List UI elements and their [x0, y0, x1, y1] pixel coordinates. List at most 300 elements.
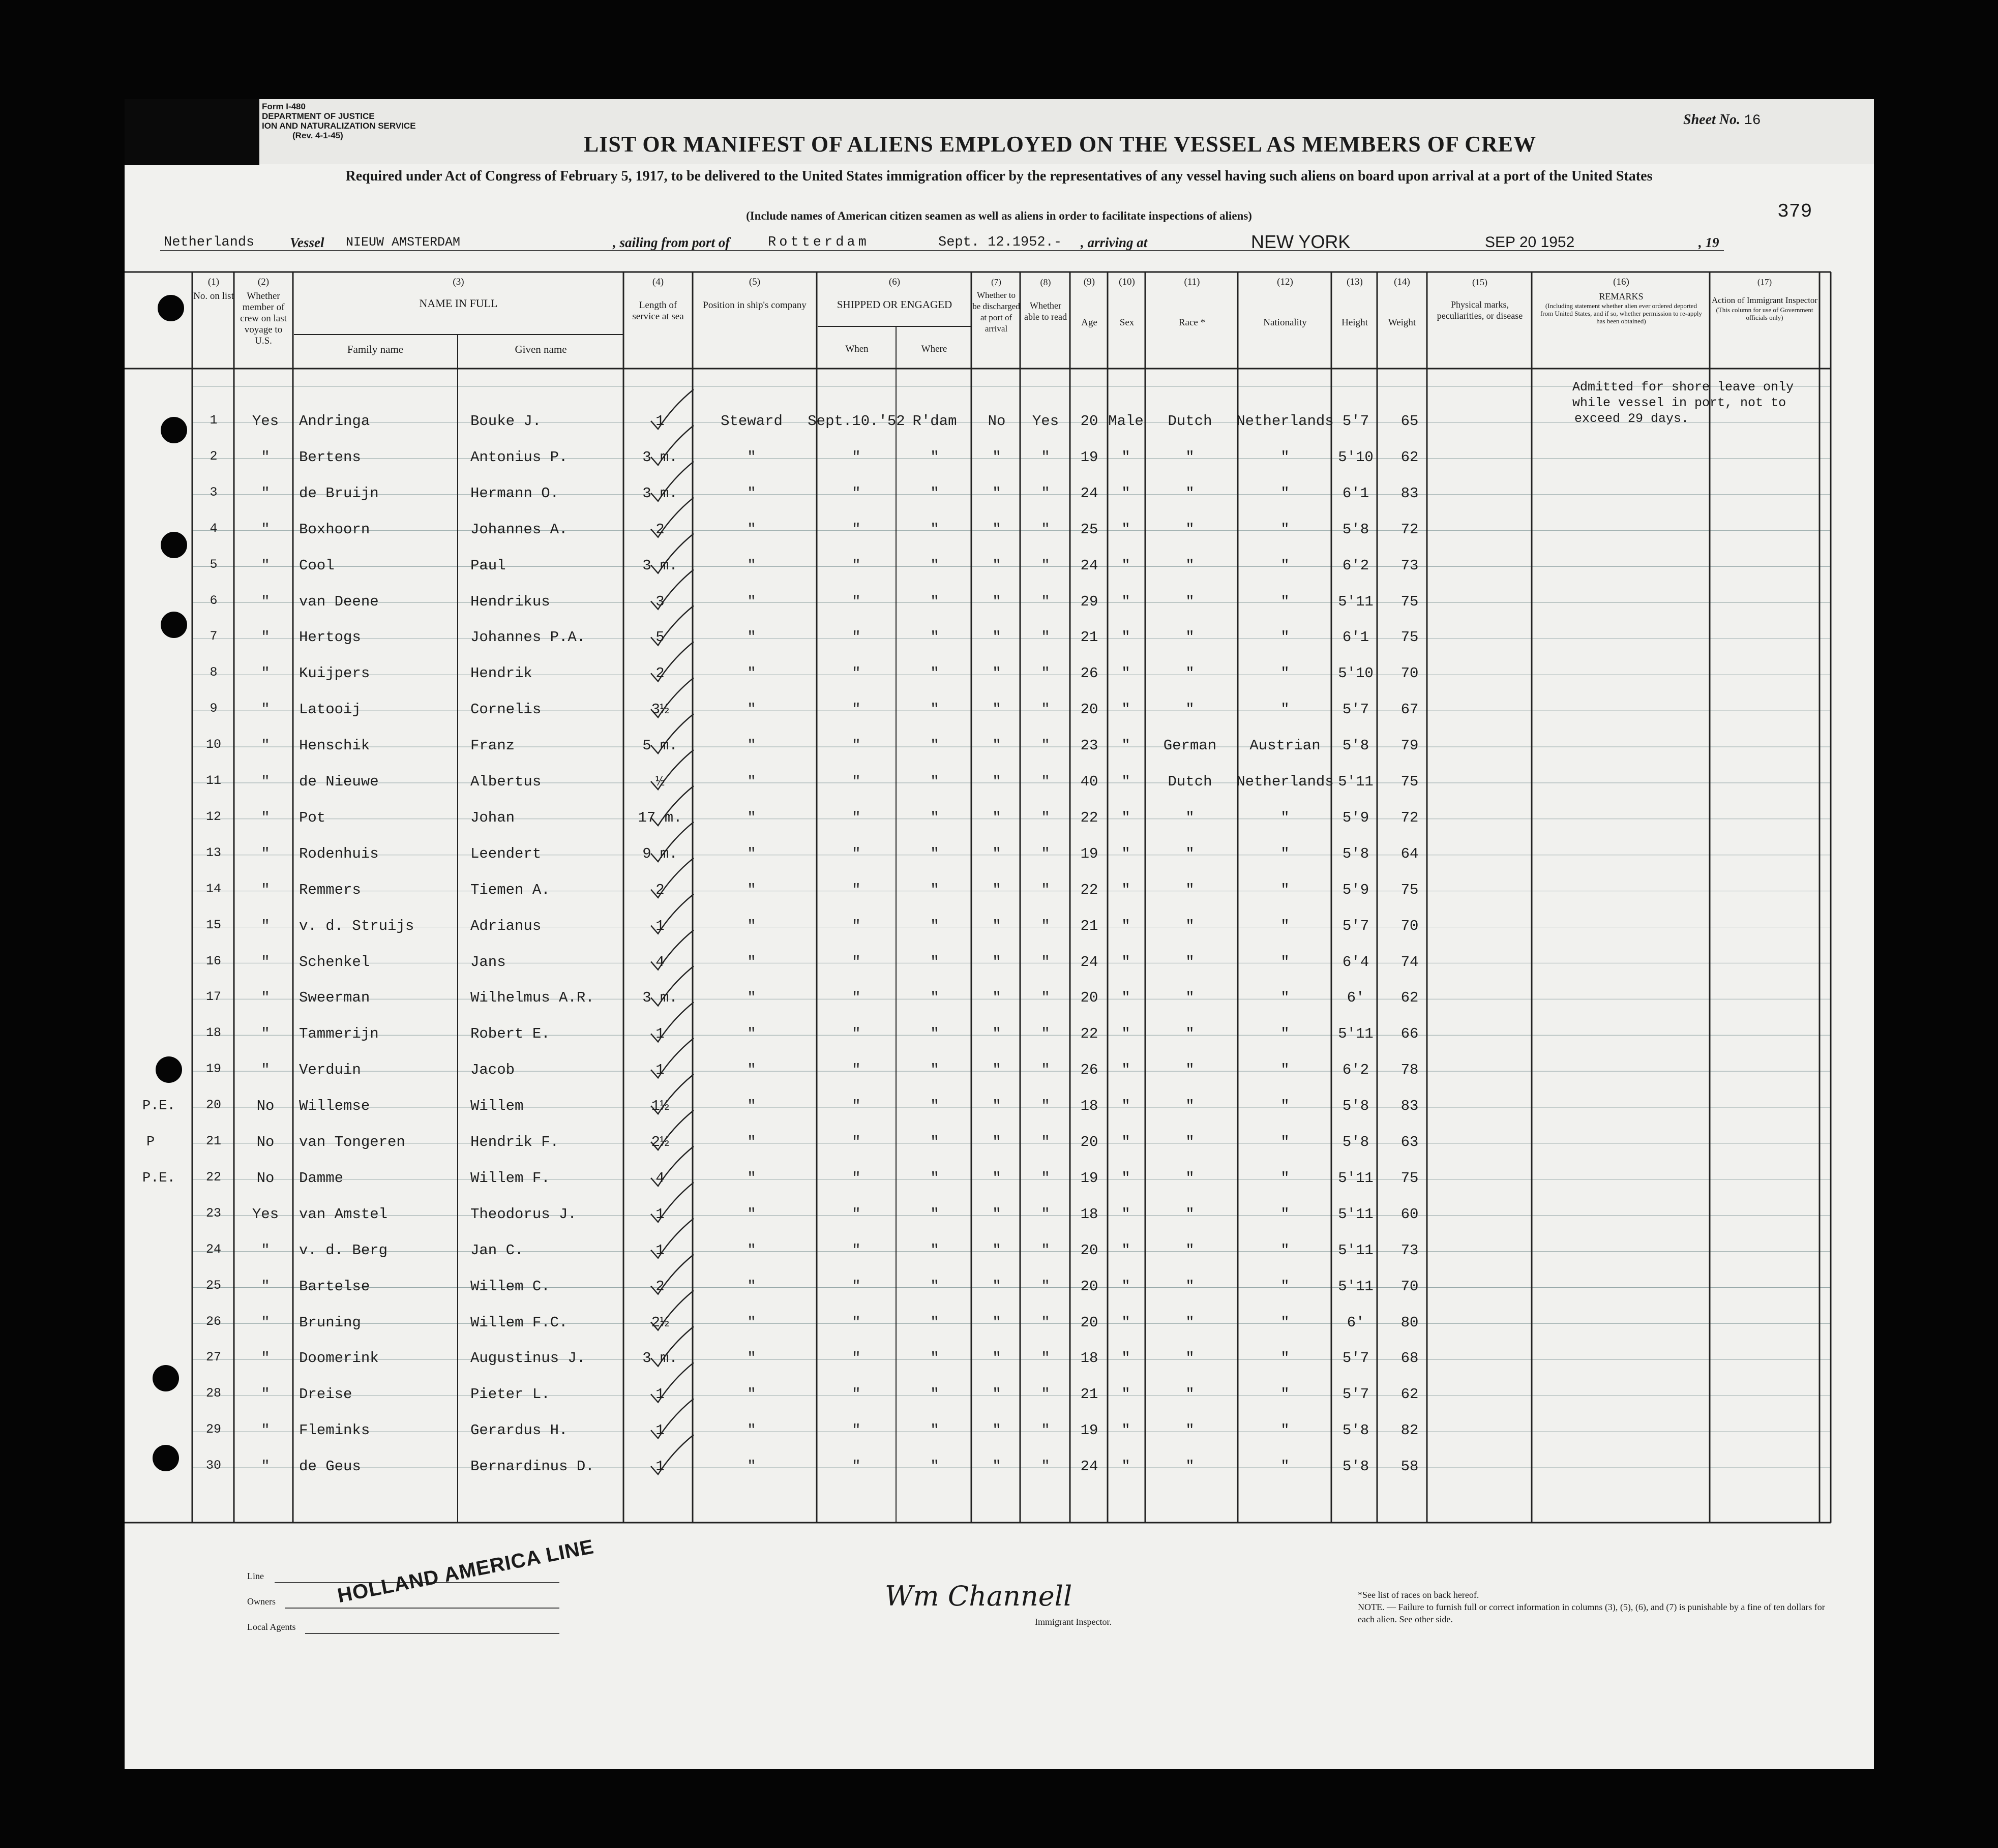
cell-when: "	[852, 953, 861, 971]
cell-family: Damme	[299, 1169, 344, 1187]
cell-disch: "	[992, 629, 1001, 646]
cell-weight: 70	[1400, 665, 1419, 682]
cell-read: "	[1041, 1098, 1050, 1115]
cell-weight: 66	[1400, 1025, 1419, 1043]
cell-service: 9 m.	[642, 845, 678, 862]
cell-height: 5'8	[1342, 1422, 1369, 1439]
cell-no: 27	[205, 1350, 221, 1365]
cell-weight: 67	[1400, 701, 1419, 718]
cell-last: "	[261, 917, 270, 934]
cell-height: 6'1	[1342, 484, 1369, 502]
cell-weight: 78	[1400, 1062, 1419, 1079]
cell-height: 5'7	[1342, 413, 1369, 430]
cell-family: Dreise	[299, 1386, 352, 1403]
cell-family: Willemse	[299, 1098, 370, 1115]
cell-no: 19	[205, 1062, 221, 1077]
cell-nat: "	[1280, 1062, 1290, 1079]
col3-header	[294, 277, 623, 309]
cell-read: "	[1041, 629, 1050, 646]
cell-read: "	[1041, 989, 1050, 1007]
cell-service: 4	[655, 1169, 665, 1187]
cell-sex: "	[1121, 1422, 1130, 1439]
cell-disch: "	[992, 1025, 1001, 1043]
cell-nat: "	[1280, 521, 1290, 538]
cell-no: 10	[205, 737, 221, 752]
cell-weight: 65	[1400, 413, 1419, 430]
cell-position: "	[747, 1205, 756, 1223]
cell-when: "	[852, 701, 861, 718]
cell-nat: "	[1280, 593, 1290, 610]
cell-last: "	[261, 1386, 270, 1403]
cell-read: "	[1041, 1458, 1050, 1475]
cell-service: 5	[655, 629, 665, 646]
cell-position: "	[747, 1062, 756, 1079]
include-note: (Include names of American citizen seamen as well as aliens in order to facilitate inspections of aliens)	[746, 209, 1252, 222]
remarks-line: while vessel in port, not to	[1572, 396, 1786, 410]
cell-last: No	[256, 1098, 275, 1115]
cell-disch: "	[992, 448, 1001, 466]
vessel-name: NIEUW AMSTERDAM	[346, 235, 461, 250]
cell-service: 3 m.	[642, 557, 678, 574]
cell-where: "	[930, 881, 939, 898]
cell-sex: "	[1121, 1134, 1130, 1150]
footer-note	[1358, 1589, 1826, 1625]
cell-nat: "	[1280, 1169, 1290, 1187]
cell-sex: "	[1121, 521, 1130, 538]
cell-race: "	[1185, 1314, 1195, 1331]
col3-num: (3)	[453, 277, 464, 287]
cell-read: "	[1041, 1241, 1050, 1259]
cell-given: Jan C.	[470, 1241, 524, 1259]
cell-sex: "	[1121, 845, 1130, 862]
cell-age: 21	[1080, 1386, 1098, 1403]
cell-disch: "	[992, 737, 1001, 754]
cell-position: "	[747, 557, 756, 574]
cell-position: "	[747, 845, 756, 862]
cell-given: Robert E.	[470, 1025, 550, 1043]
cell-no: 22	[205, 1169, 221, 1185]
col10-num: (10)	[1119, 277, 1135, 287]
cell-nat: "	[1280, 557, 1290, 574]
cell-weight: 70	[1400, 917, 1419, 934]
cell-read: "	[1041, 1205, 1050, 1223]
cell-sex: "	[1121, 1205, 1130, 1223]
cell-sex: "	[1121, 448, 1130, 466]
port-value: Rotterdam	[768, 235, 870, 250]
cell-disch: "	[992, 521, 1001, 538]
cell-read: "	[1041, 1025, 1050, 1043]
cell-height: 5'11	[1338, 1205, 1374, 1223]
cell-weight: 73	[1400, 1241, 1419, 1259]
cell-race: "	[1185, 1169, 1195, 1187]
cell-family: Schenkel	[299, 953, 370, 971]
cell-read: "	[1041, 484, 1050, 502]
vessel-label: Vessel	[290, 235, 324, 250]
arrival-date: SEP 20 1952	[1485, 234, 1575, 251]
cell-disch: "	[992, 1458, 1001, 1475]
cell-disch: "	[992, 1098, 1001, 1115]
cell-service: 1	[655, 1458, 665, 1475]
cell-family: Tammerijn	[299, 1025, 379, 1043]
cell-family: Bertens	[299, 448, 361, 466]
cell-disch: "	[992, 665, 1001, 682]
arrival-port: NEW YORK	[1251, 231, 1351, 252]
cell-given: Paul	[470, 557, 506, 574]
cell-where: "	[930, 1314, 939, 1331]
col11-num: (11)	[1184, 277, 1200, 287]
cell-family: Bartelse	[299, 1278, 370, 1295]
cell-disch: "	[992, 1314, 1001, 1331]
cell-weight: 72	[1400, 809, 1419, 826]
cell-disch: No	[988, 413, 1006, 430]
col5-label: Position in ship's company	[703, 300, 807, 311]
cell-when: "	[852, 629, 861, 646]
cell-age: 19	[1080, 448, 1098, 466]
cell-weight: 82	[1400, 1422, 1419, 1439]
cell-nat: "	[1280, 881, 1290, 898]
cell-position: "	[747, 1386, 756, 1403]
col13-header	[1332, 277, 1377, 328]
cell-when: "	[852, 1314, 861, 1331]
cell-height: 5'8	[1342, 1134, 1369, 1150]
cell-nat: "	[1280, 701, 1290, 718]
cell-disch: "	[992, 773, 1001, 790]
cell-sex: "	[1121, 1098, 1130, 1115]
pe-mark: P.E.	[142, 1099, 175, 1114]
cell-nat: "	[1280, 1458, 1290, 1475]
cell-family: Pot	[299, 809, 326, 826]
cell-given: Johannes A.	[470, 521, 568, 538]
cell-when: "	[852, 1205, 861, 1223]
cell-last: "	[261, 1314, 270, 1331]
arriving-label: , arriving at	[1081, 235, 1148, 250]
cell-race: "	[1185, 593, 1195, 610]
cell-when: "	[852, 484, 861, 502]
cell-nat: "	[1280, 629, 1290, 646]
cell-when: "	[852, 1241, 861, 1259]
cell-last: "	[261, 881, 270, 898]
cell-last: "	[261, 448, 270, 466]
cell-read: "	[1041, 665, 1050, 682]
col8-num: (8)	[1040, 277, 1051, 287]
cell-nat: Austrian	[1249, 737, 1321, 754]
cell-nat: "	[1280, 1314, 1290, 1331]
cell-weight: 80	[1400, 1314, 1419, 1331]
family-name-header: Family name	[347, 343, 404, 355]
cell-disch: "	[992, 1062, 1001, 1079]
cell-height: 5'11	[1338, 1025, 1374, 1043]
cell-given: Augustinus J.	[470, 1350, 586, 1367]
cell-weight: 83	[1400, 484, 1419, 502]
cell-race: German	[1163, 737, 1217, 754]
cell-last: "	[261, 1241, 270, 1259]
cell-when: "	[852, 1134, 861, 1150]
cell-nat: Netherlands	[1236, 413, 1334, 430]
cell-read: "	[1041, 1422, 1050, 1439]
cell-no: 11	[205, 773, 221, 788]
cell-race: "	[1185, 989, 1195, 1007]
cell-no: 6	[210, 593, 218, 608]
cell-family: Boxhoorn	[299, 521, 370, 538]
cell-no: 1	[210, 413, 218, 428]
col1-header	[193, 277, 234, 302]
cell-race: "	[1185, 1205, 1195, 1223]
cell-nat: "	[1280, 1278, 1290, 1295]
cell-weight: 83	[1400, 1098, 1419, 1115]
cell-race: "	[1185, 1241, 1195, 1259]
cell-age: 40	[1080, 773, 1098, 790]
holland-america-line-stamp: HOLLAND AMERICA LINE	[336, 1535, 596, 1608]
cell-age: 24	[1080, 484, 1098, 502]
cell-race: "	[1185, 1386, 1195, 1403]
col12-header	[1239, 277, 1331, 328]
cell-read: "	[1041, 1278, 1050, 1295]
cell-age: 20	[1080, 413, 1098, 430]
cell-family: de Geus	[299, 1458, 361, 1475]
cell-position: "	[747, 1278, 756, 1295]
cell-weight: 74	[1400, 953, 1419, 971]
cell-age: 24	[1080, 953, 1098, 971]
cell-when: "	[852, 1098, 861, 1115]
col17-label: Action of Immigrant Inspector	[1711, 295, 1818, 305]
cell-position: "	[747, 1169, 756, 1187]
cell-position: "	[747, 953, 756, 971]
cell-race: "	[1185, 953, 1195, 971]
col3-label: NAME IN FULL	[419, 297, 498, 310]
cell-service: 17 m.	[638, 809, 682, 826]
pe-mark: P	[146, 1135, 155, 1150]
cell-family: Sweerman	[299, 989, 370, 1007]
cell-nat: "	[1280, 1025, 1290, 1043]
cell-given: Adrianus	[470, 917, 542, 934]
cell-given: Theodorus J.	[470, 1205, 577, 1223]
cell-no: 21	[205, 1134, 221, 1148]
cell-where: "	[930, 1350, 939, 1367]
form-service: ION AND NATURALIZATION SERVICE	[262, 121, 416, 131]
cell-race: "	[1185, 1350, 1195, 1367]
cell-disch: "	[992, 1205, 1001, 1223]
cell-age: 26	[1080, 665, 1098, 682]
cell-service: 2	[655, 665, 665, 682]
cell-height: 5'8	[1342, 845, 1369, 862]
cell-age: 19	[1080, 845, 1098, 862]
cell-no: 7	[210, 629, 218, 644]
cell-where: "	[930, 629, 939, 646]
cell-height: 5'11	[1338, 1278, 1374, 1295]
cell-where: "	[930, 809, 939, 826]
cell-weight: 75	[1400, 593, 1419, 610]
col16-num: (16)	[1613, 277, 1629, 287]
cell-weight: 68	[1400, 1350, 1419, 1367]
cell-sex: "	[1121, 881, 1130, 898]
cell-nat: "	[1280, 917, 1290, 934]
cell-read: "	[1041, 1062, 1050, 1079]
cell-nat: "	[1280, 953, 1290, 971]
cell-weight: 63	[1400, 1134, 1419, 1150]
cell-service: 1	[655, 1025, 665, 1043]
cell-no: 29	[205, 1422, 221, 1437]
cell-race: "	[1185, 484, 1195, 502]
cell-position: "	[747, 484, 756, 502]
cell-nat: "	[1280, 1134, 1290, 1150]
cell-age: 20	[1080, 701, 1098, 718]
cell-last: "	[261, 593, 270, 610]
cell-where: "	[930, 521, 939, 538]
cell-weight: 62	[1400, 1386, 1419, 1403]
penalty-note	[1358, 1601, 1826, 1625]
cell-where: "	[930, 1205, 939, 1223]
cell-where: "	[930, 773, 939, 790]
note-text: — Failure to furnish full or correct information in columns (3), (5), (6), and (7) is punishable by a fine of ten dollars for each alien. See other side.	[1358, 1602, 1825, 1624]
sailing-label: , sailing from port of	[613, 235, 730, 250]
cell-family: van Deene	[299, 593, 379, 610]
cell-family: de Nieuwe	[299, 773, 379, 790]
cell-nat: "	[1280, 665, 1290, 682]
cell-disch: "	[992, 1422, 1001, 1439]
cell-age: 20	[1080, 1134, 1098, 1150]
cell-sex: Male	[1108, 413, 1144, 430]
cell-sex: "	[1121, 484, 1130, 502]
cell-read: "	[1041, 953, 1050, 971]
cell-disch: "	[992, 1134, 1001, 1150]
cell-when: "	[852, 737, 861, 754]
col5-num: (5)	[749, 277, 761, 287]
cell-disch: "	[992, 557, 1001, 574]
col7-label: Whether to be discharged at port of arrival	[972, 290, 1020, 334]
cell-age: 18	[1080, 1205, 1098, 1223]
cell-family: v. d. Struijs	[299, 917, 414, 934]
cell-family: van Amstel	[299, 1205, 388, 1223]
cell-when: "	[852, 1386, 861, 1403]
cell-disch: "	[992, 1241, 1001, 1259]
cell-last: "	[261, 629, 270, 646]
cell-where: "	[930, 1025, 939, 1043]
cell-race: "	[1185, 629, 1195, 646]
cell-weight: 79	[1400, 737, 1419, 754]
cell-read: "	[1041, 701, 1050, 718]
cell-race: "	[1185, 881, 1195, 898]
cell-position: "	[747, 809, 756, 826]
remarks-line: Admitted for shore leave only	[1572, 380, 1794, 395]
cell-where: "	[930, 557, 939, 574]
cell-age: 24	[1080, 1458, 1098, 1475]
cell-disch: "	[992, 953, 1001, 971]
cell-age: 24	[1080, 557, 1098, 574]
cell-position: "	[747, 773, 756, 790]
cell-race: "	[1185, 665, 1195, 682]
cell-nat: "	[1280, 448, 1290, 466]
cell-when: "	[852, 917, 861, 934]
cell-read: "	[1041, 521, 1050, 538]
cell-position: "	[747, 989, 756, 1007]
cell-nat: "	[1280, 1350, 1290, 1367]
sheet-no-value: 16	[1744, 113, 1761, 129]
cell-weight: 75	[1400, 773, 1419, 790]
note-label: NOTE.	[1358, 1602, 1385, 1612]
col12-num: (12)	[1277, 277, 1293, 287]
cell-where: "	[930, 737, 939, 754]
cell-weight: 72	[1400, 521, 1419, 538]
col4-label: Length of service at sea	[632, 300, 684, 322]
col6-num: (6)	[888, 277, 901, 287]
col14-header	[1378, 277, 1426, 328]
cell-no: 9	[210, 701, 218, 716]
cell-disch: "	[992, 701, 1001, 718]
col4-header	[624, 277, 692, 322]
cell-given: Jacob	[470, 1062, 515, 1079]
cell-race: "	[1185, 1062, 1195, 1079]
cell-sex: "	[1121, 953, 1130, 971]
cell-no: 14	[205, 881, 221, 896]
cell-last: "	[261, 1422, 270, 1439]
cell-read: "	[1041, 917, 1050, 934]
cell-family: Fleminks	[299, 1422, 370, 1439]
cell-no: 20	[205, 1098, 221, 1113]
cell-sex: "	[1121, 737, 1130, 754]
cell-height: 6'1	[1342, 629, 1369, 646]
cell-when: "	[852, 521, 861, 538]
cell-when: "	[852, 1350, 861, 1367]
cell-disch: "	[992, 1350, 1001, 1367]
col1-num: (1)	[207, 277, 220, 287]
cell-nat: Netherlands	[1236, 773, 1334, 790]
col15-header	[1428, 277, 1532, 321]
cell-position: "	[747, 629, 756, 646]
cell-service: 4	[655, 953, 665, 971]
cell-height: 5'10	[1338, 665, 1374, 682]
cell-position: "	[747, 737, 756, 754]
stamp-number: 379	[1777, 201, 1812, 223]
cell-no: 12	[205, 809, 221, 824]
cell-where: "	[930, 665, 939, 682]
cell-given: Jans	[470, 953, 506, 971]
cell-position: "	[747, 1314, 756, 1331]
col6-label: SHIPPED OR ENGAGED	[837, 298, 952, 311]
col10-label: Sex	[1119, 317, 1135, 328]
form-department: DEPARTMENT OF JUSTICE	[262, 111, 375, 121]
cell-sex: "	[1121, 1350, 1130, 1367]
cell-service: 3 m.	[642, 989, 678, 1007]
cell-position: "	[747, 1350, 756, 1367]
col17-note: (This column for use of Government officials only)	[1716, 306, 1813, 321]
cell-read: "	[1041, 1314, 1050, 1331]
cell-when: "	[852, 557, 861, 574]
cell-no: 23	[205, 1205, 221, 1221]
cell-given: Willem	[470, 1098, 524, 1115]
cell-read: "	[1041, 1134, 1050, 1150]
cell-read: "	[1041, 593, 1050, 610]
cell-position: "	[747, 917, 756, 934]
cell-given: Johan	[470, 809, 515, 826]
cell-given: Leendert	[470, 845, 542, 862]
cell-sex: "	[1121, 593, 1130, 610]
cell-age: 18	[1080, 1350, 1098, 1367]
cell-given: Antonius P.	[470, 448, 568, 466]
cell-service: 1½	[651, 1098, 669, 1115]
cell-last: "	[261, 1062, 270, 1079]
cell-weight: 70	[1400, 1278, 1419, 1295]
cell-last: "	[261, 809, 270, 826]
cell-position: "	[747, 1241, 756, 1259]
cell-no: 28	[205, 1386, 221, 1401]
col7-num: (7)	[991, 277, 1001, 287]
cell-sex: "	[1121, 1278, 1130, 1295]
col6-header	[818, 277, 971, 310]
cell-given: Bernardinus D.	[470, 1458, 594, 1475]
cell-sex: "	[1121, 557, 1130, 574]
cell-no: 4	[210, 521, 218, 536]
cell-no: 16	[205, 953, 221, 968]
